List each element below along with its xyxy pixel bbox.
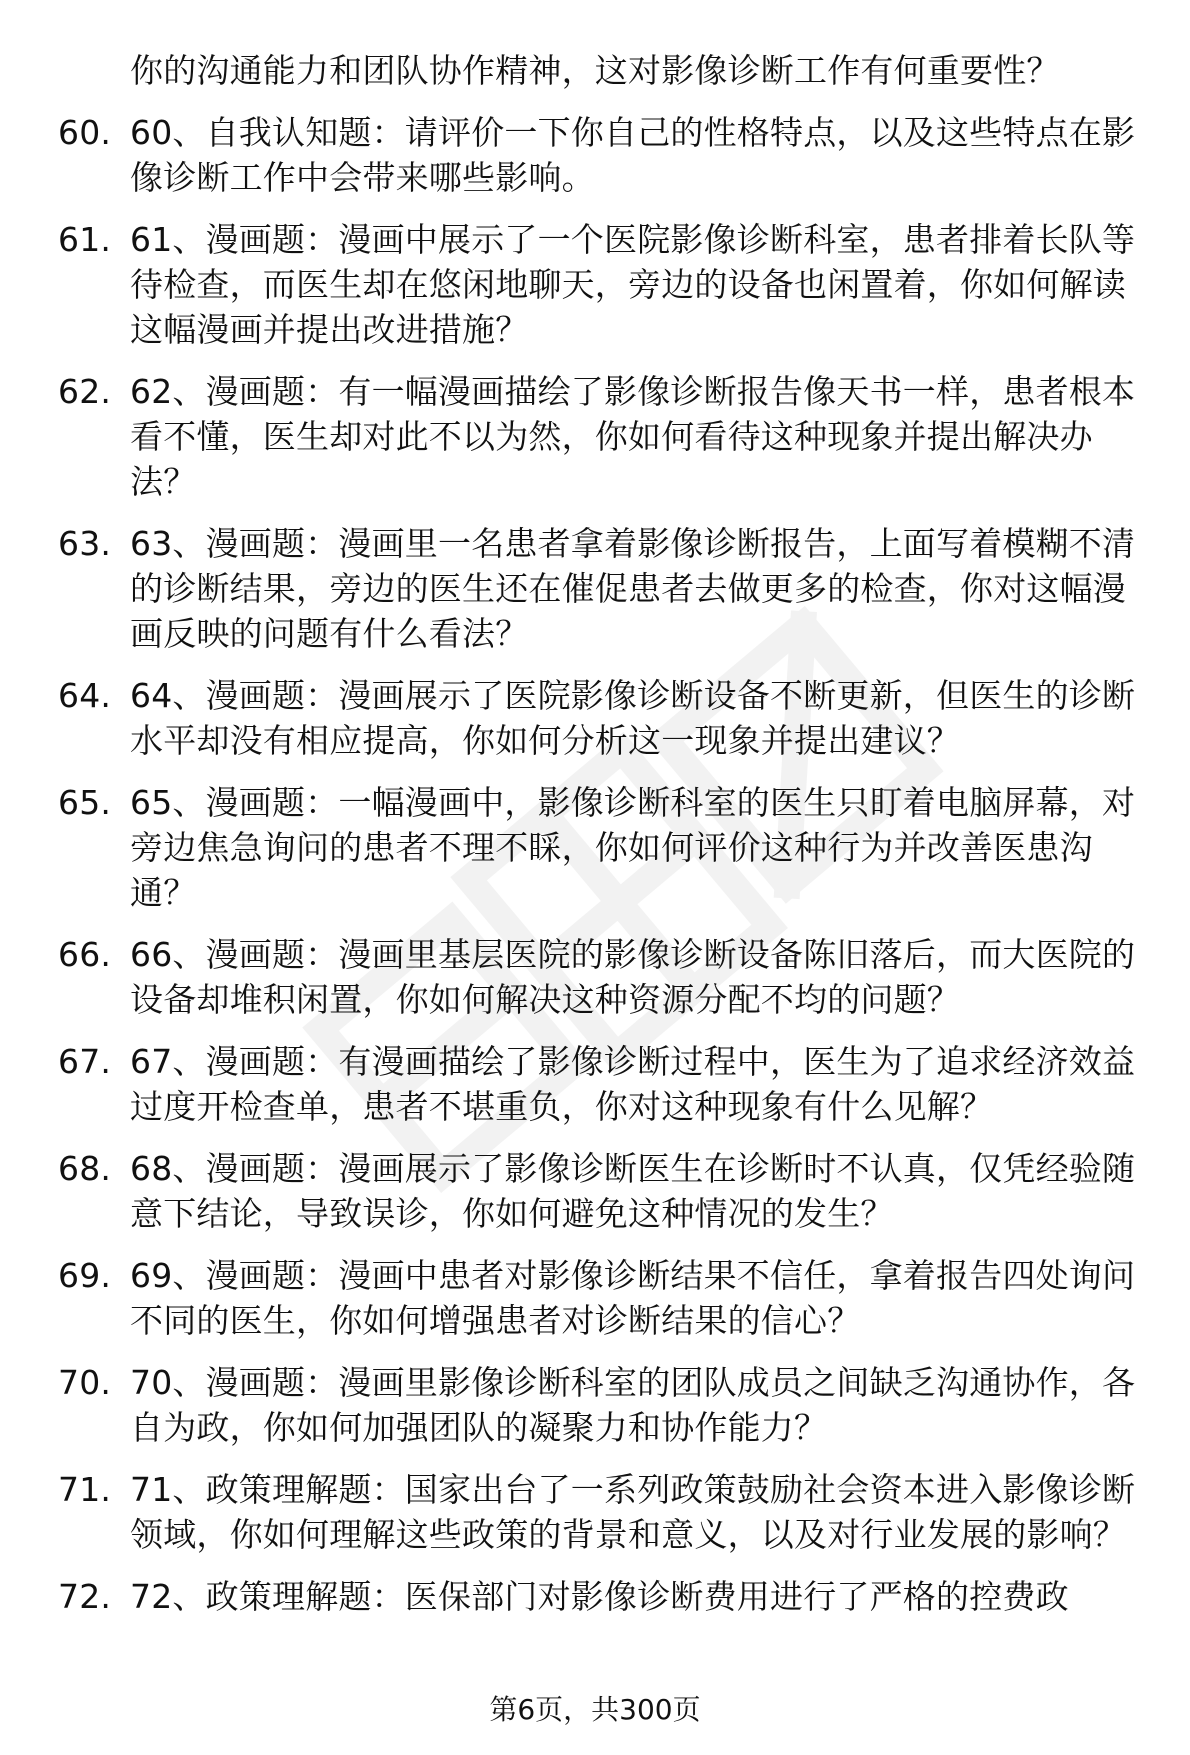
list-item xyxy=(58,1467,1158,1557)
list-item xyxy=(58,1146,1158,1236)
question-number: 67. xyxy=(58,1042,112,1081)
list-item xyxy=(58,521,1158,656)
list-item xyxy=(58,932,1158,1022)
page-footer xyxy=(0,1690,1190,1730)
question-number: 60. xyxy=(58,113,112,152)
list-item xyxy=(58,1360,1158,1450)
question-number: 68. xyxy=(58,1149,112,1188)
question-number: 71. xyxy=(58,1470,112,1509)
question-text: 69、漫画题：漫画中患者对影像诊断结果不信任，拿着报告四处询问不同的医生，你如何增强患者对诊断结果的信心？ xyxy=(130,1256,1136,1340)
question-text: 你的沟通能力和团队协作精神，这对影像诊断工作有何重要性？ xyxy=(130,51,1060,90)
question-number: 72. xyxy=(58,1577,112,1616)
list-item xyxy=(58,780,1158,915)
list-item xyxy=(58,48,1158,93)
list-item xyxy=(58,1574,1158,1619)
page-number-label: 第6页，共300页 xyxy=(489,1693,701,1726)
question-number: 70. xyxy=(58,1363,112,1402)
list-item xyxy=(58,369,1158,504)
list-item xyxy=(58,110,1158,200)
question-number: 64. xyxy=(58,676,112,715)
question-number: 61. xyxy=(58,220,112,259)
question-text: 67、漫画题：有漫画描绘了影像诊断过程中，医生为了追求经济效益过度开检查单，患者不堪重负，你对这种现象有什么见解？ xyxy=(130,1042,1136,1126)
list-item xyxy=(58,1253,1158,1343)
list-item xyxy=(58,1039,1158,1129)
question-number: 66. xyxy=(58,935,112,974)
list-item xyxy=(58,217,1158,352)
question-number: 69. xyxy=(58,1256,112,1295)
question-list xyxy=(58,48,1158,1636)
question-text: 61、漫画题：漫画中展示了一个医院影像诊断科室，患者排着长队等待检查，而医生却在悠闲地聊天，旁边的设备也闲置着，你如何解读这幅漫画并提出改进措施？ xyxy=(130,220,1136,349)
question-text: 71、政策理解题：国家出台了一系列政策鼓励社会资本进入影像诊断领域，你如何理解这些政策的背景和意义，以及对行业发展的影响？ xyxy=(130,1470,1136,1554)
question-text: 63、漫画题：漫画里一名患者拿着影像诊断报告，上面写着模糊不清的诊断结果，旁边的医生还在催促患者去做更多的检查，你对这幅漫画反映的问题有什么看法？ xyxy=(130,524,1136,653)
question-text: 68、漫画题：漫画展示了影像诊断医生在诊断时不认真，仅凭经验随意下结论，导致误诊，你如何避免这种情况的发生？ xyxy=(130,1149,1136,1233)
question-number: 62. xyxy=(58,372,112,411)
question-text: 62、漫画题：有一幅漫画描绘了影像诊断报告像天书一样，患者根本看不懂，医生却对此不以为然，你如何看待这种现象并提出解决办法？ xyxy=(130,372,1136,501)
list-item xyxy=(58,673,1158,763)
question-text: 64、漫画题：漫画展示了医院影像诊断设备不断更新，但医生的诊断水平却没有相应提高，你如何分析这一现象并提出建议？ xyxy=(130,676,1136,760)
question-text: 72、政策理解题：医保部门对影像诊断费用进行了严格的控费政 xyxy=(130,1577,1069,1616)
question-text: 65、漫画题：一幅漫画中，影像诊断科室的医生只盯着电脑屏幕，对旁边焦急询问的患者不理不睬，你如何评价这种行为并改善医患沟通？ xyxy=(130,783,1136,912)
question-text: 66、漫画题：漫画里基层医院的影像诊断设备陈旧落后，而大医院的设备却堆积闲置，你如何解决这种资源分配不均的问题？ xyxy=(130,935,1136,1019)
question-text: 60、自我认知题：请评价一下你自己的性格特点，以及这些特点在影像诊断工作中会带来哪些影响。 xyxy=(130,113,1136,197)
question-number: 63. xyxy=(58,524,112,563)
question-number: 65. xyxy=(58,783,112,822)
question-text: 70、漫画题：漫画里影像诊断科室的团队成员之间缺乏沟通协作，各自为政，你如何加强团队的凝聚力和协作能力？ xyxy=(130,1363,1136,1447)
